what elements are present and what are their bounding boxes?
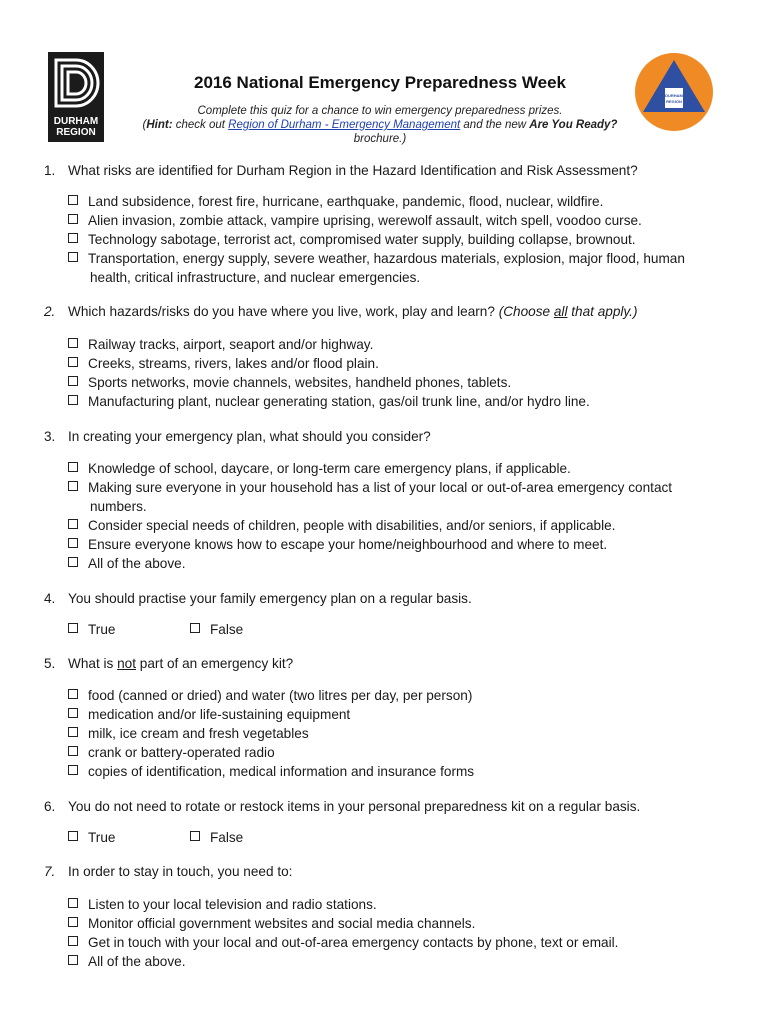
q4-false-option[interactable]: False bbox=[190, 622, 243, 637]
q2-option-2[interactable]: Creeks, streams, rivers, lakes and/or flood plain. bbox=[68, 354, 379, 373]
checkbox[interactable] bbox=[68, 214, 78, 224]
q2-option-3[interactable]: Sports networks, movie channels, websites, handheld phones, tablets. bbox=[68, 373, 511, 392]
q5-option-1[interactable]: food (canned or dried) and water (two litres per day, per person) bbox=[68, 686, 472, 705]
q7-option-2[interactable]: Monitor official government websites and social media channels. bbox=[68, 914, 475, 933]
q1-option-4[interactable]: Transportation, energy supply, severe weather, hazardous materials, explosion, major flood, human health, critical infrastructure, and nuclear emergencies. bbox=[68, 249, 685, 287]
checkbox[interactable] bbox=[68, 955, 78, 965]
checkbox[interactable] bbox=[68, 557, 78, 567]
checkbox[interactable] bbox=[68, 233, 78, 243]
checkbox[interactable] bbox=[68, 898, 78, 908]
q6-true-option[interactable]: True bbox=[68, 830, 115, 845]
checkbox[interactable] bbox=[68, 481, 78, 491]
logo-text-line2: REGION bbox=[56, 127, 96, 138]
question-4: 4. You should practise your family emergency plan on a regular basis. bbox=[44, 591, 472, 606]
durham-d-mark-icon bbox=[48, 52, 104, 114]
checkbox[interactable] bbox=[68, 936, 78, 946]
q2-option-1[interactable]: Railway tracks, airport, seaport and/or highway. bbox=[68, 335, 373, 354]
checkbox[interactable] bbox=[68, 831, 78, 841]
emergency-management-link[interactable]: Region of Durham - Emergency Management bbox=[228, 119, 461, 131]
checkbox[interactable] bbox=[68, 195, 78, 205]
checkbox[interactable] bbox=[68, 462, 78, 472]
subtitle-hint-line: (Hint: check out Region of Durham - Emergency Management and the new Are You Ready? bbox=[142, 119, 618, 131]
checkbox[interactable] bbox=[68, 623, 78, 633]
subtitle-line3: brochure.) bbox=[353, 133, 407, 145]
civil-defence-triangle-icon bbox=[634, 52, 714, 132]
checkbox[interactable] bbox=[190, 623, 200, 633]
question-7: 7. In order to stay in touch, you need to: bbox=[44, 864, 293, 879]
logo-text-line1: DURHAM bbox=[53, 116, 99, 127]
q3-option-1[interactable]: Knowledge of school, daycare, or long-term care emergency plans, if applicable. bbox=[68, 459, 571, 478]
q7-option-3[interactable]: Get in touch with your local and out-of-area emergency contacts by phone, text or email. bbox=[68, 933, 618, 952]
q5-option-4[interactable]: crank or battery-operated radio bbox=[68, 743, 275, 762]
checkbox[interactable] bbox=[68, 727, 78, 737]
checkbox[interactable] bbox=[68, 765, 78, 775]
q2-option-4[interactable]: Manufacturing plant, nuclear generating station, gas/oil trunk line, and/or hydro line. bbox=[68, 392, 590, 411]
q3-option-3[interactable]: Consider special needs of children, people with disabilities, and/or seniors, if applicable. bbox=[68, 516, 615, 535]
question-1: 1. What risks are identified for Durham Region in the Hazard Identification and Risk Assessment? bbox=[44, 163, 638, 178]
q3-option-2[interactable]: Making sure everyone in your household has a list of your local or out-of-area emergency contact numbers. bbox=[68, 478, 672, 516]
q3-option-5[interactable]: All of the above. bbox=[68, 554, 186, 573]
checkbox[interactable] bbox=[68, 252, 78, 262]
checkbox[interactable] bbox=[68, 538, 78, 548]
q1-option-1[interactable]: Land subsidence, forest fire, hurricane, earthquake, pandemic, flood, nuclear, wildfire. bbox=[68, 192, 603, 211]
q7-option-4[interactable]: All of the above. bbox=[68, 952, 186, 971]
checkbox[interactable] bbox=[68, 376, 78, 386]
q1-option-3[interactable]: Technology sabotage, terrorist act, compromised water supply, building collapse, brownout. bbox=[68, 230, 636, 249]
checkbox[interactable] bbox=[68, 689, 78, 699]
q5-option-3[interactable]: milk, ice cream and fresh vegetables bbox=[68, 724, 309, 743]
page-title: 2016 National Emergency Preparedness Week bbox=[194, 73, 566, 92]
checkbox[interactable] bbox=[68, 357, 78, 367]
question-2: 2. Which hazards/risks do you have where you live, work, play and learn? (Choose all that apply.) bbox=[44, 304, 638, 319]
q3-option-4[interactable]: Ensure everyone knows how to escape your home/neighbourhood and where to meet. bbox=[68, 535, 607, 554]
checkbox[interactable] bbox=[68, 338, 78, 348]
question-5: 5. What is not part of an emergency kit? bbox=[44, 656, 294, 671]
q5-option-2[interactable]: medication and/or life-sustaining equipment bbox=[68, 705, 350, 724]
question-6: 6. You do not need to rotate or restock items in your personal preparedness kit on a regular basis. bbox=[44, 799, 641, 814]
svg-text:REGION: REGION bbox=[666, 99, 682, 104]
subtitle-line1: Complete this quiz for a chance to win emergency preparedness prizes. bbox=[197, 105, 563, 117]
checkbox[interactable] bbox=[68, 708, 78, 718]
checkbox[interactable] bbox=[68, 917, 78, 927]
q5-option-5[interactable]: copies of identification, medical information and insurance forms bbox=[68, 762, 474, 781]
emergency-preparedness-logo bbox=[634, 52, 714, 132]
checkbox[interactable] bbox=[68, 746, 78, 756]
svg-text:DURHAM: DURHAM bbox=[665, 93, 683, 98]
durham-region-logo bbox=[48, 52, 104, 142]
checkbox[interactable] bbox=[68, 395, 78, 405]
q1-option-2[interactable]: Alien invasion, zombie attack, vampire uprising, werewolf assault, witch spell, voodoo curse. bbox=[68, 211, 642, 230]
q7-option-1[interactable]: Listen to your local television and radio stations. bbox=[68, 895, 377, 914]
q6-false-option[interactable]: False bbox=[190, 830, 243, 845]
q4-true-option[interactable]: True bbox=[68, 622, 115, 637]
checkbox[interactable] bbox=[68, 519, 78, 529]
question-3: 3. In creating your emergency plan, what should you consider? bbox=[44, 429, 431, 444]
checkbox[interactable] bbox=[190, 831, 200, 841]
